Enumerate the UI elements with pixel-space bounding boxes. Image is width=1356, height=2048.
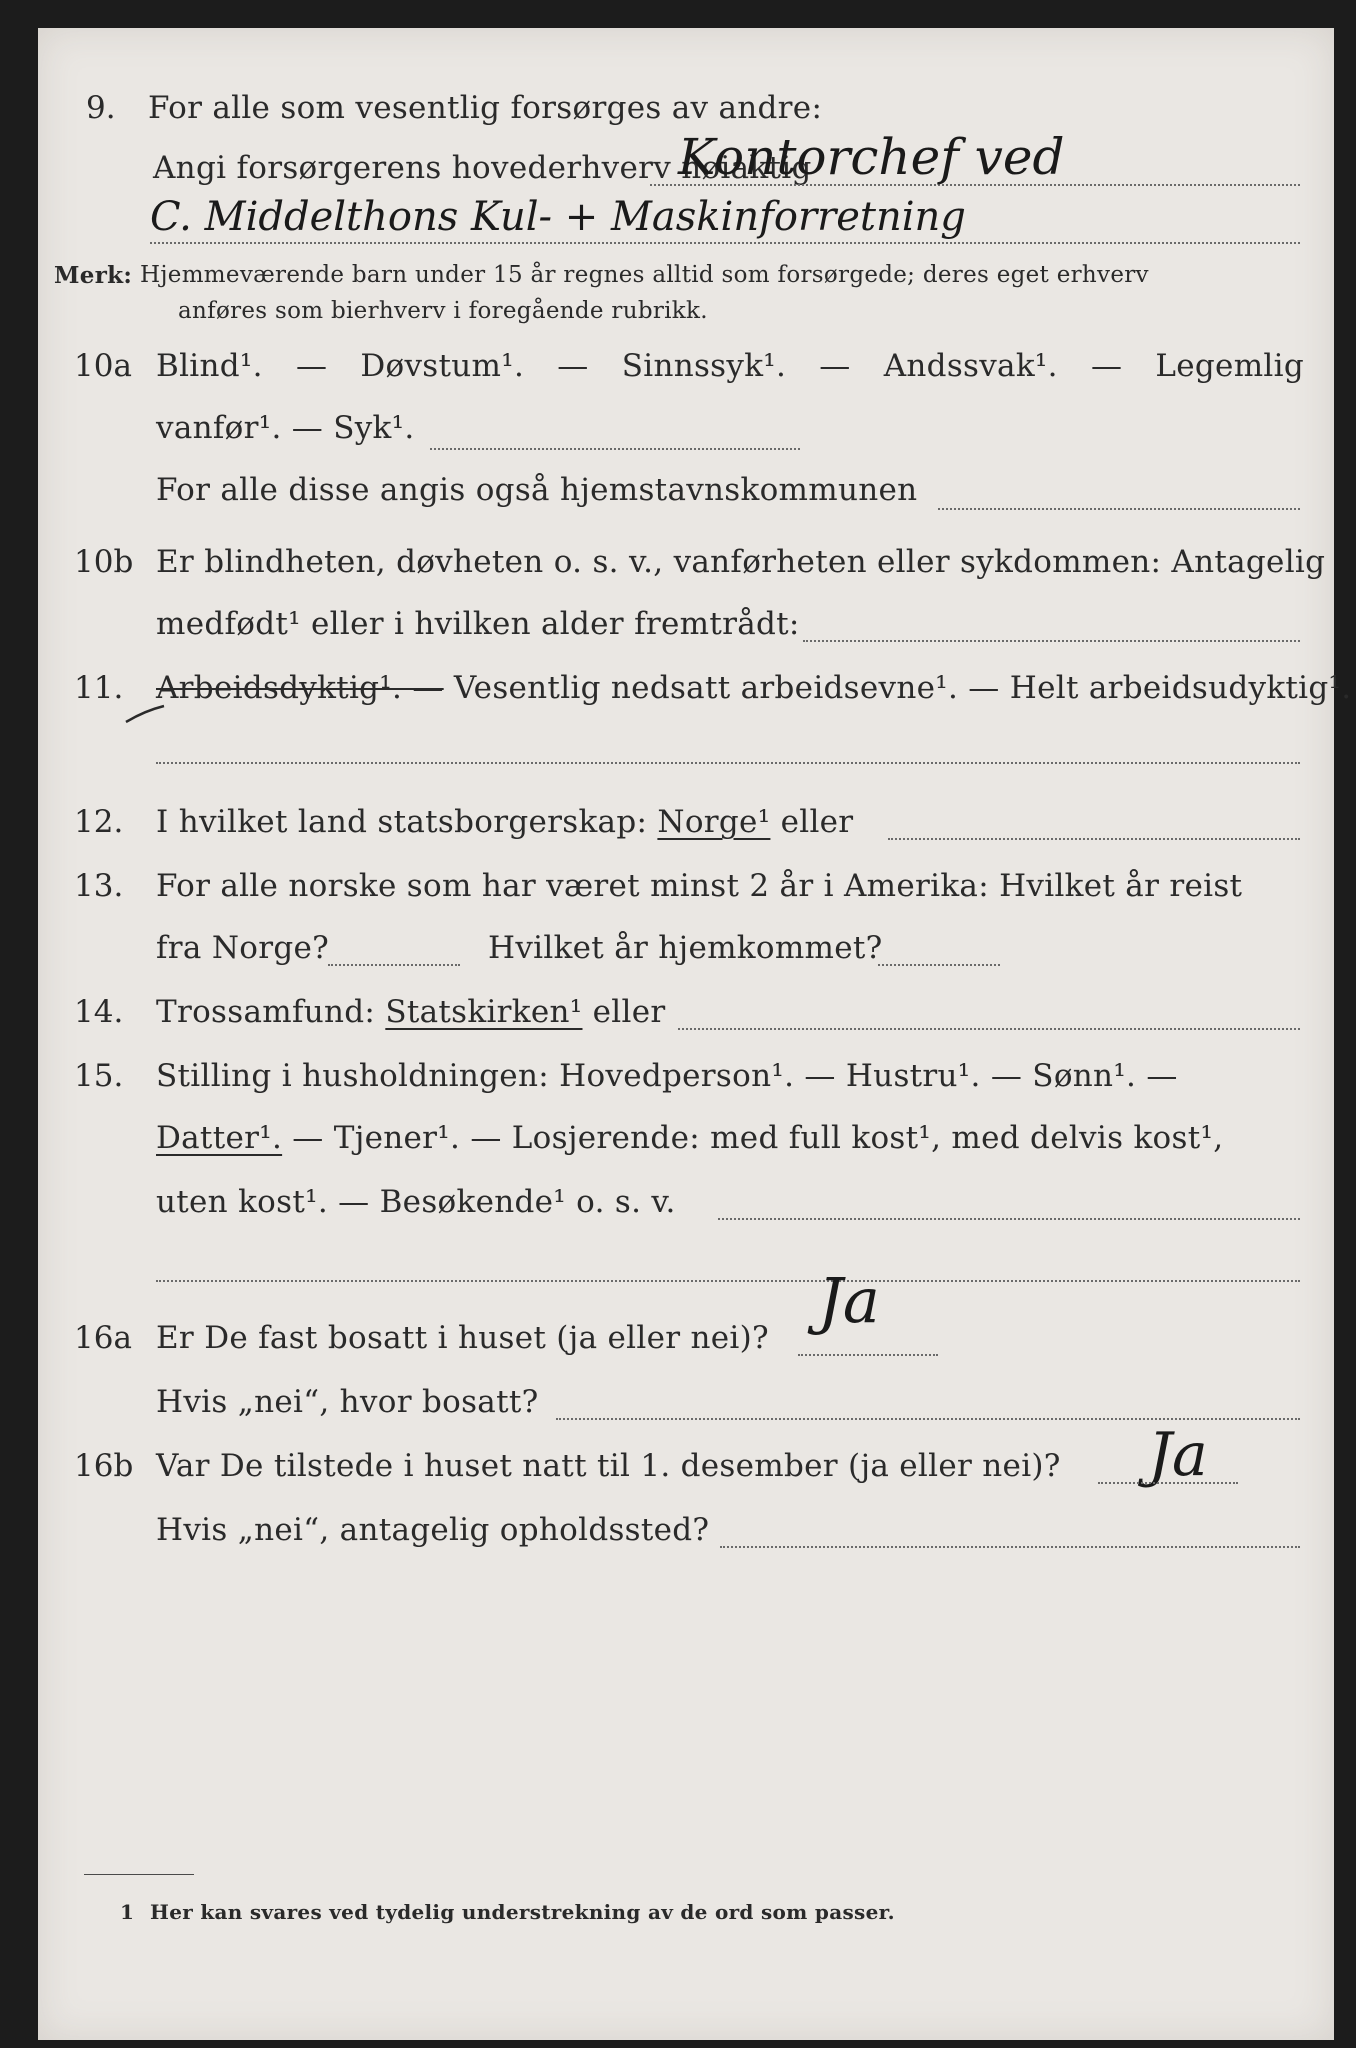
q15-line-2: Datter¹. — Tjener¹. — Losjerende: med full kost¹, med delvis kost¹,: [156, 1120, 1224, 1156]
q14-answer-line: [678, 1028, 1300, 1030]
q14-line: Trossamfund: Statskirken¹ eller: [156, 994, 666, 1030]
q10b-line-2: medfødt¹ eller i hvilken alder fremtrådt:: [156, 606, 800, 642]
q16b-opholdssted-line: [720, 1546, 1300, 1548]
merk-line-1: Hjemmeværende barn under 15 år regnes alltid som forsørgede; deres eget erhverv: [140, 262, 1149, 288]
q16a-answer-line: [798, 1354, 938, 1356]
q10b-line-1: Er blindheten, døvheten o. s. v., vanførheten eller sykdommen: Antagelig: [156, 544, 1326, 580]
footnote-rule: [84, 1874, 194, 1875]
q11-struck-option: Arbeidsdyktig¹. —: [156, 670, 444, 706]
q13-number: 13.: [74, 868, 124, 904]
q16b-line-2: Hvis „nei“, antagelig opholdssted?: [156, 1512, 710, 1548]
q15-line-1: Stilling i husholdningen: Hovedperson¹. — Hustru¹. — Sønn¹. —: [156, 1058, 1178, 1094]
q10a-line-3: For alle disse angis også hjemstavnskommunen: [156, 472, 918, 508]
q9-handwritten-answer-1: Kontorchef ved: [678, 128, 1065, 186]
q13-line-2a: fra Norge?: [156, 930, 330, 966]
q9-answer-line-2: [150, 242, 1300, 244]
q11-strike-flourish: [126, 700, 166, 730]
q16a-handwritten-answer: Ja: [818, 1264, 880, 1337]
q16b-handwritten-answer: Ja: [1148, 1420, 1208, 1490]
q10b-answer-line: [803, 640, 1300, 642]
q9-title: For alle som vesentlig forsørges av andre:: [148, 90, 823, 126]
q15-number: 15.: [74, 1058, 124, 1094]
q12-norge-underlined: Norge¹: [657, 804, 771, 840]
merk-label: Merk:: [54, 262, 133, 289]
q9-prompt: Angi forsørgerens hovederhverv nøiaktig: [153, 150, 812, 186]
q14-statskirken-underlined: Statskirken¹: [385, 994, 583, 1030]
q10b-number: 10b: [74, 544, 134, 580]
q10a-sinnssyk: Sinnssyk¹.: [621, 348, 787, 384]
q10a-hjemstavn-line: [938, 508, 1300, 510]
q15-extra-line: [156, 1280, 1300, 1282]
q12-number: 12.: [74, 804, 124, 840]
q13-line-1: For alle norske som har været minst 2 år i Amerika: Hvilket år reist: [156, 868, 1243, 904]
q12-line: I hvilket land statsborgerskap: Norge¹ eller: [156, 804, 854, 840]
q13-reist-line: [328, 964, 460, 966]
q14-number: 14.: [74, 994, 124, 1030]
q10a-number: 10a: [74, 348, 132, 384]
footnote-mark: 1: [120, 1900, 135, 1924]
footnote-text: Her kan svares ved tydelig understrekning av de ord som passer.: [150, 1900, 895, 1924]
q11-number: 11.: [74, 670, 124, 706]
q10a-andssvak: Andssvak¹.: [883, 348, 1058, 384]
q16b-line-1: Var De tilstede i huset natt til 1. desember (ja eller nei)?: [156, 1448, 1061, 1484]
q16b-answer-line: [1098, 1482, 1238, 1484]
q9-number: 9.: [86, 90, 116, 126]
q16a-line-1: Er De fast bosatt i huset (ja eller nei)?: [156, 1320, 769, 1356]
q15-answer-line: [718, 1218, 1300, 1220]
census-form-page: [38, 28, 1352, 2040]
merk-line-2: anføres som bierhverv i foregående rubrikk.: [178, 298, 708, 324]
q16a-number: 16a: [74, 1320, 132, 1356]
q10a-line-1: Blind¹. — Døvstum¹. — Sinnssyk¹. — Andssvak¹. — Legemlig: [156, 348, 1304, 384]
q16b-number: 16b: [74, 1448, 134, 1484]
q11-line: [156, 670, 1351, 706]
q15-datter-underlined: Datter¹.: [156, 1120, 283, 1156]
q16a-line-2: Hvis „nei“, hvor bosatt?: [156, 1384, 539, 1420]
q11-options: Vesentlig nedsatt arbeidsevne¹. — Helt arbeidsudyktig¹.: [453, 670, 1352, 706]
q13-line-2b: Hvilket år hjemkommet?: [488, 930, 883, 966]
q15-line-3: uten kost¹. — Besøkende¹ o. s. v.: [156, 1184, 676, 1220]
q10a-legemlig: Legemlig: [1155, 348, 1304, 384]
q10a-line-2: vanfør¹. — Syk¹.: [156, 410, 415, 446]
q10a-syk-line: [430, 448, 800, 450]
q12-answer-line: [888, 838, 1300, 840]
q10a-blind: Blind¹.: [156, 348, 263, 384]
q11-answer-line: [156, 762, 1300, 764]
q10a-dovstum: Døvstum¹.: [360, 348, 525, 384]
q9-handwritten-answer-2: C. Middelthons Kul- + Maskinforretning: [150, 194, 966, 240]
q13-hjemkommet-line: [878, 964, 1000, 966]
